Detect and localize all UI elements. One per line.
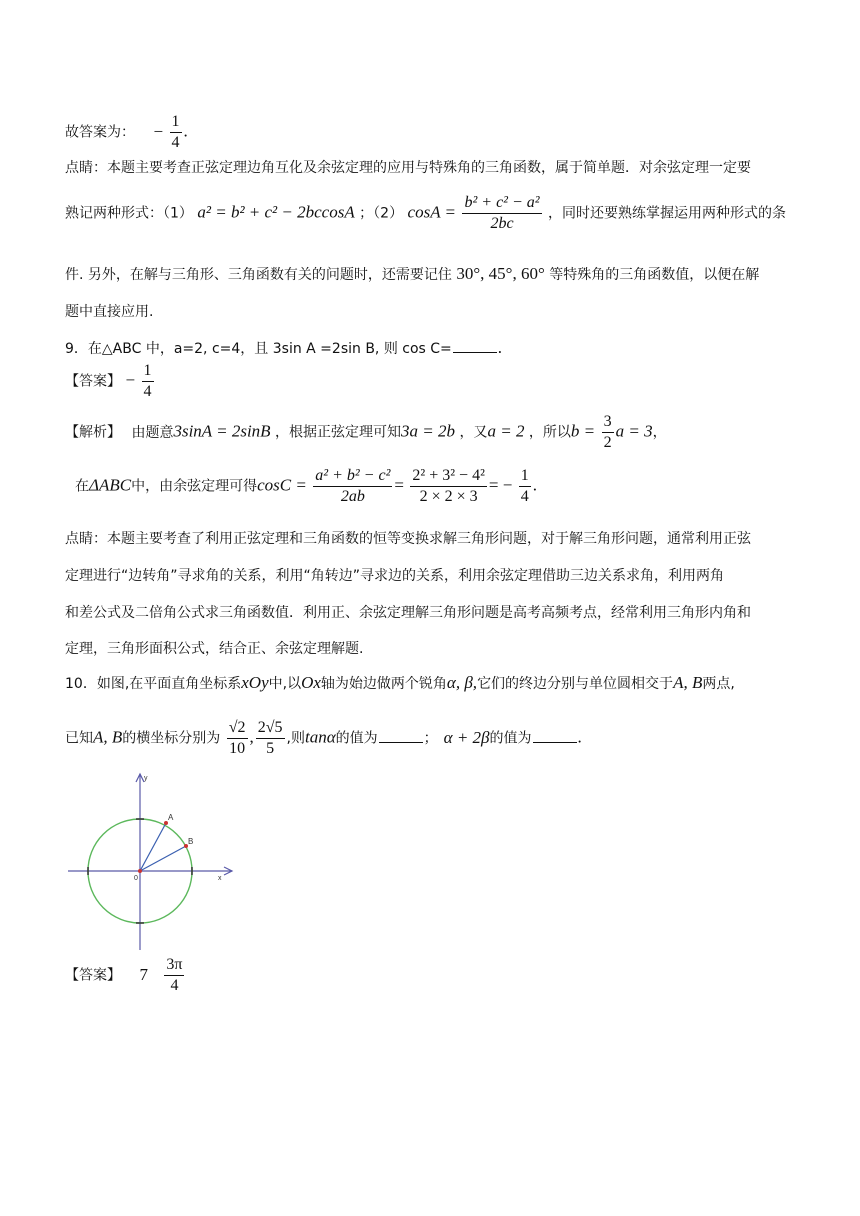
q10-text: 10．如图,在平面直角坐标系	[65, 676, 242, 692]
q10-text: 的值为	[335, 730, 378, 747]
frac-den: 2ab	[340, 488, 365, 505]
note-line-3	[65, 264, 759, 284]
math: .	[532, 475, 537, 495]
analysis-text: 由题意	[131, 424, 174, 441]
frac-num: 2² + 3² − 4²	[410, 466, 486, 487]
math: A, B	[93, 727, 123, 747]
frac-den: 10	[229, 740, 246, 757]
q10-text: 两点,	[702, 676, 735, 692]
answer-fraction-2	[164, 955, 184, 996]
answer-blank	[453, 351, 497, 353]
note2-line-2: 定理进行“边转角”寻求角的关系，利用“角转边”寻求边的关系，利用余弦定理借助三边关系求角，利用两角	[65, 568, 725, 584]
result-fraction	[519, 466, 531, 507]
answer-sign: −	[153, 121, 164, 141]
answer-line-q8	[65, 112, 188, 153]
math: cosC =	[257, 475, 307, 495]
math: A, B	[673, 673, 703, 692]
note2-line-1: 点睛：本题主要考查了利用正弦定理和三角函数的恒等变换求解三角形问题，对于解三角形问题，通常利用正弦	[65, 531, 751, 547]
note-text: 熟记两种形式：（1）	[65, 205, 193, 222]
frac-den: 5	[266, 740, 275, 757]
q10-answer	[65, 955, 186, 996]
q10-text: 它们的终边分别与单位圆相交于	[477, 676, 674, 692]
answer-label: 【答案】	[65, 373, 121, 390]
note-text: 等特殊角的三角函数值，以便在解	[549, 267, 760, 283]
label-y: y	[144, 775, 148, 782]
math: .	[577, 727, 582, 747]
math: ,	[249, 727, 254, 747]
note-text: ；（2）	[359, 205, 404, 222]
question-9	[65, 338, 502, 358]
answer-num: 1	[170, 112, 182, 133]
math: ΔABC	[89, 475, 132, 495]
math: a = 3	[615, 421, 653, 441]
question-10-line-2	[65, 718, 582, 759]
formula-den: 2bc	[490, 215, 514, 232]
special-angles: 30°, 45°, 60°	[456, 264, 545, 283]
math: 3a = 2b	[401, 421, 456, 441]
frac-num: 3π	[164, 955, 184, 976]
q10-text: 已知	[65, 730, 93, 747]
q10-text: ；	[423, 730, 438, 747]
note2-line-3: 和差公式及二倍角公式求三角函数值．利用正、余弦定理解三角形问题是高考高频考点，经常利用三角形内角和	[65, 605, 751, 621]
note2-line-4: 定理，三角形面积公式，结合正、余弦定理解题.	[65, 641, 364, 657]
frac-num: 3	[602, 412, 614, 433]
analysis-text: 中，由余弦定理可得	[131, 478, 258, 495]
frac-den: 2 × 2 × 3	[419, 488, 478, 505]
frac-num: 1	[519, 466, 531, 487]
question-10-line-1	[65, 673, 735, 693]
origin-point	[138, 869, 142, 873]
q9-answer	[65, 361, 156, 402]
answer-den: 4	[171, 134, 180, 151]
analysis-text: ，所以	[528, 424, 571, 441]
cos-fraction	[313, 466, 392, 507]
answer-blank-2	[533, 741, 577, 743]
frac-den: 4	[520, 488, 529, 505]
q10-text: 的值为	[489, 730, 532, 747]
q10-text: 中,以	[268, 676, 302, 692]
coord-a-fraction	[227, 718, 248, 759]
note-text: ，同时还要熟练掌握运用两种形式的条	[548, 205, 787, 222]
math: Ox	[301, 673, 321, 692]
frac-den: 4	[170, 977, 179, 994]
b-fraction	[602, 412, 614, 453]
analysis-text: ，根据正弦定理可知	[275, 424, 402, 441]
label-b: B	[188, 837, 194, 846]
math: xOy	[241, 673, 269, 692]
math: = −	[488, 475, 513, 495]
formula-num: b² + c² − a²	[462, 193, 541, 214]
q10-text: 轴为始边做两个锐角	[320, 676, 447, 692]
answer-label: 【答案】	[65, 967, 121, 984]
math: α + 2β	[443, 727, 490, 747]
answer-sign: −	[125, 370, 136, 390]
answer-num: 1	[142, 361, 154, 382]
frac-den: 2	[603, 434, 612, 451]
analysis-label: 【解析】	[65, 424, 121, 441]
math: 3sinA = 2sinB	[173, 421, 271, 441]
q10-text: ,则	[286, 730, 305, 747]
formula-cos-fraction	[462, 193, 541, 234]
q9-analysis-2: 在ΔABC中，由余弦定理可得cosC = $\frac{\text{a² + b² − c²}}{2ab}$ = $\frac{\text{2² + 3² − 4²}}{2 \times 2 \times 3}$ = − $\frac{1}{4}$ .	[75, 467, 537, 505]
answer-fraction	[170, 112, 182, 153]
note-line-4: 题中直接应用.	[65, 304, 154, 320]
math: b =	[570, 421, 596, 441]
note-line-1: 点睛：本题主要考查正弦定理边角互化及余弦定理的应用与特殊角的三角函数，属于简单题．对余弦定理一定要	[65, 160, 751, 176]
note-text: 件. 另外，在解与三角形、三角函数有关的问题时，还需要记住	[65, 267, 452, 283]
label-x: x	[218, 875, 222, 882]
answer-blank-1	[379, 741, 423, 743]
q9-stem: 9．在△ABC 中，a=2, c=4，且 3sin A =2sin B, 则 cos C=	[65, 341, 452, 357]
answer-prefix: 故答案为：	[65, 124, 135, 141]
coord-b-fraction	[256, 718, 285, 759]
analysis-text: ，又	[459, 424, 488, 441]
answer-tail: .	[183, 121, 188, 141]
analysis-text: ，	[652, 424, 667, 441]
q9-tail: .	[497, 338, 503, 357]
frac-num: √2	[227, 718, 248, 739]
frac-num: a² + b² − c²	[313, 466, 392, 487]
unit-circle-figure	[60, 768, 240, 953]
q9-analysis-1	[65, 412, 667, 453]
formula-cos-lhs: cosA =	[407, 202, 457, 222]
answer-fraction	[142, 361, 154, 402]
q10-text: 的横坐标分别为	[122, 730, 221, 747]
math: a = 2	[487, 421, 525, 441]
frac-num: 2√5	[256, 718, 285, 739]
answer-value-1: 7	[139, 964, 148, 984]
math: α, β,	[446, 673, 478, 692]
formula-law-of-cosines: a² = b² + c² − 2bccosA	[197, 202, 355, 222]
math: tanα	[305, 727, 336, 747]
label-a: A	[168, 813, 174, 822]
value-fraction	[410, 466, 486, 507]
label-origin: 0	[134, 875, 138, 882]
note-line-2	[65, 193, 786, 234]
analysis-text: 在	[75, 478, 89, 495]
answer-den: 4	[143, 383, 152, 400]
